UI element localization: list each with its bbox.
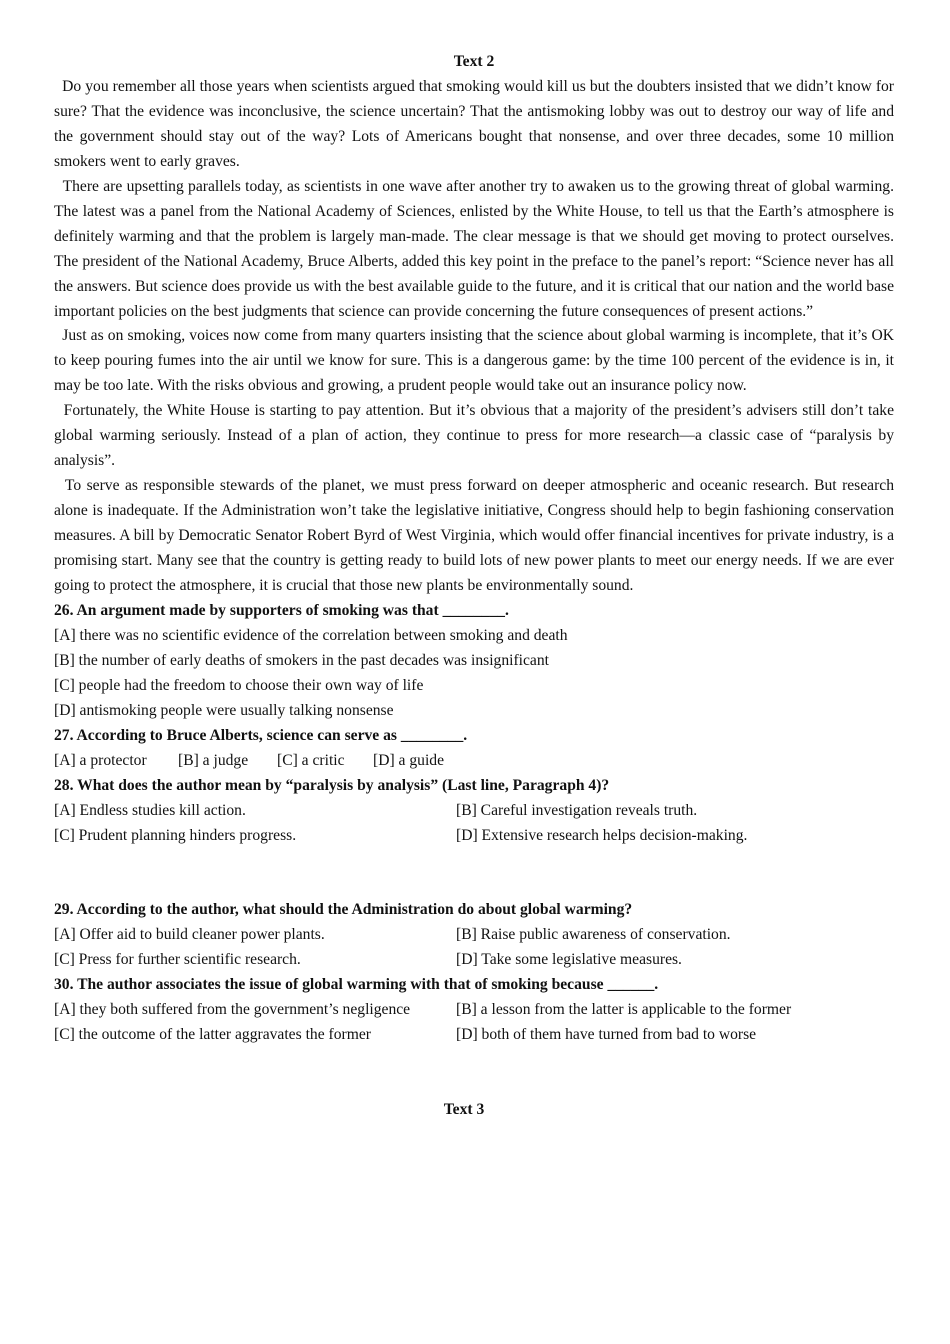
- question-27: [54, 724, 894, 774]
- question-30-options-row-2: [54, 1023, 894, 1048]
- exam-page: [54, 50, 894, 1123]
- question-30-stem: 30. The author associates the issue of global warming with that of smoking because ______.: [54, 976, 659, 994]
- text2-title: Text 2: [453, 53, 495, 70]
- text2-passage: [54, 75, 894, 599]
- question-28-option-d: [D] Extensive research helps decision-making.: [456, 826, 748, 844]
- question-26-option-c: [C] people had the freedom to choose their own way of life: [54, 676, 424, 694]
- question-27-options: [54, 749, 894, 774]
- question-26-stem: 26. An argument made by supporters of smoking was that ________.: [54, 601, 509, 619]
- question-26: [54, 599, 894, 724]
- question-30-option-a: [A] they both suffered from the government’s negligence: [54, 1001, 411, 1019]
- question-27-option-c: [C] a critic: [277, 751, 345, 769]
- question-29-options-row-1: [54, 923, 894, 948]
- question-30: [54, 973, 894, 1048]
- question-27-option-a: [A] a protector: [54, 751, 147, 769]
- question-28-options-row-2: [54, 824, 894, 849]
- blank-spacer-2: [54, 1048, 894, 1098]
- question-27-option-b: [B] a judge: [178, 751, 249, 769]
- question-29: [54, 898, 894, 973]
- question-28-stem: 28. What does the author mean by “paralysis by analysis” (Last line, Paragraph 4)?: [54, 776, 610, 794]
- question-28: [54, 774, 894, 849]
- question-30-options-row-1: [54, 998, 894, 1023]
- question-28-option-c: [C] Prudent planning hinders progress.: [54, 826, 297, 844]
- question-29-option-d: [D] Take some legislative measures.: [456, 951, 682, 969]
- question-29-stem: 29. According to the author, what should the Administration do about global warming?: [54, 901, 633, 919]
- question-26-option-d: [D] antismoking people were usually talking nonsense: [54, 701, 394, 719]
- passage-paragraph-4: Fortunately, the White House is starting to pay attention. But it’s obvious that a majority of the president’s advisers still don’t take global warming seriously. Instead of a plan of action, they continue to press for more research—a classic case of “paralysis by analysis”.: [54, 402, 894, 470]
- question-26-option-a: [A] there was no scientific evidence of the correlation between smoking and death: [54, 626, 568, 644]
- blank-spacer: [54, 848, 894, 898]
- question-29-option-c: [C] Press for further scientific research.: [54, 951, 301, 969]
- question-29-option-b: [B] Raise public awareness of conservation.: [456, 926, 731, 944]
- question-29-options-row-2: [54, 948, 894, 973]
- question-30-option-c: [C] the outcome of the latter aggravates the former: [54, 1026, 371, 1044]
- question-29-option-a: [A] Offer aid to build cleaner power plants.: [54, 926, 325, 944]
- question-28-option-a: [A] Endless studies kill action.: [54, 801, 246, 819]
- text3-title: Text 3: [443, 1100, 485, 1118]
- passage-paragraph-3: Just as on smoking, voices now come from many quarters insisting that the science about global warming is incomplete, that it’s OK to keep pouring fumes into the air until we know for sure. This is a dangerous game: by the time 100 percent of the evidence is in, it may be too late. With the risks obvious and growing, a prudent people would take out an insurance policy now.: [54, 327, 894, 395]
- question-27-option-d: [D] a guide: [373, 751, 445, 769]
- question-27-stem: 27. According to Bruce Alberts, science can serve as ________.: [54, 726, 468, 744]
- question-28-option-b: [B] Careful investigation reveals truth.: [456, 801, 698, 819]
- passage-paragraph-5: To serve as responsible stewards of the planet, we must press forward on deeper atmospheric and oceanic research. But research alone is inadequate. If the Administration won’t take the legislative initiative, Congress should help to begin fashioning conservation measures. A bill by Democratic Senator Robert Byrd of West Virginia, which would offer financial incentives for private industry, is a promising start. Many see that the country is getting ready to build lots of new power plants to meet our energy needs. If we are ever going to protect the atmosphere, it is crucial that those new plants be environmentally sound.: [54, 477, 894, 594]
- question-28-options-row-1: [54, 799, 894, 824]
- question-30-option-d: [D] both of them have turned from bad to worse: [456, 1026, 757, 1044]
- passage-paragraph-1: Do you remember all those years when scientists argued that smoking would kill us but the doubters insisted that we didn’t know for sure? That the evidence was inconclusive, the science uncertain? That the antismoking lobby was out to destroy our way of life and the government should stay out of the way? Lots of Americans bought that nonsense, and over three decades, some 10 million smokers went to early graves.: [54, 77, 894, 170]
- question-26-option-b: [B] the number of early deaths of smokers in the past decades was insignificant: [54, 651, 549, 669]
- passage-paragraph-2: There are upsetting parallels today, as scientists in one wave after another try to awaken us to the growing threat of global warming. The latest was a panel from the National Academy of Sciences, enlisted by the White House, to tell us that the Earth’s atmosphere is definitely warming and that the problem is largely man-made. The clear message is that we should get moving to protect ourselves. The president of the National Academy, Bruce Alberts, added this key point in the preface to the panel’s report: “Science never has all the answers. But science does provide us with the best available guide to the future, and it is critical that our nation and the world base important policies on the best judgments that science can provide concerning the future consequences of present actions.”: [54, 177, 894, 320]
- question-30-option-b: [B] a lesson from the latter is applicable to the former: [456, 1001, 792, 1019]
